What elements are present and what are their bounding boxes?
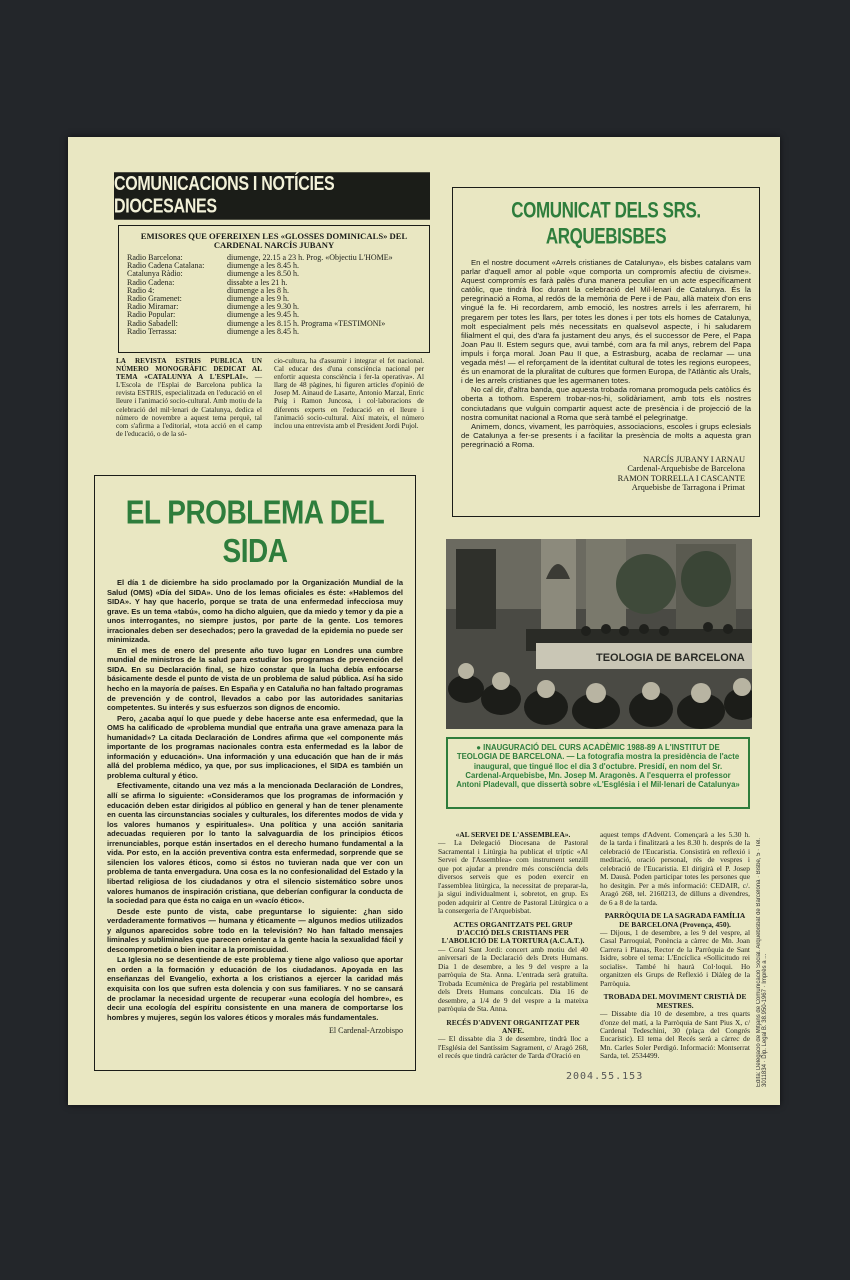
masthead: COMUNICACIONS I NOTÍCIES DIOCESANES — [114, 172, 430, 220]
notice-heading: ACTES ORGANITZATS PEL GRUP D'ACCIÓ DELS CRISTIANS PER L'ABOLICIÓ DE LA TORTURA (A.C.A.T.). — [441, 919, 585, 946]
aids-article-paragraph: Desde este punto de vista, cabe preguntarse lo siguiente: ¿han sido verdaderamente formativos — humana y éticamente — algunos medios utilizados y algunos aparecidos sobre todo en la televisión? No han faltado mensajes liminales y subliminales que parecen orientar a la gente hacia la sexualidad fácil y descomprometida o bien incitar a la promiscuidad. — [107, 906, 403, 954]
station-name: Radio Cadena Catalana: — [127, 261, 205, 271]
estris-column-2 — [274, 357, 424, 430]
notice-heading: TROBADA DEL MOVIMENT CRISTIÀ DE MESTRES. — [603, 992, 747, 1010]
communique-paragraph: No cal dir, d'altra banda, que aquesta trobada romana promoguda pels catòlics és oberta a tothom. Esperem trobar-nos-hi, solidàriament, amb tots els nostres conciutadans que vulguin compartir aquest acte de presència i de projecció de la nostra comunitat nacional a Roma que serà també el pelegrinatge. — [461, 385, 751, 422]
inauguration-photo — [446, 539, 752, 729]
notice-text: — Dissabte dia 10 de desembre, a tres quarts d'onze del matí, a la Parròquia de Sant Pius X, c/ Cardenal Tedeschini, 30 (plaça del Congrés Eucarístic). El tema del Recés serà a càrrec de Mn. Carles Soler Perdigó. Informació: Montserrat Sarda, tel. 2534499. — [600, 1009, 750, 1061]
broadcast-time: diumenge, 22.15 a 23 h. Prog. «Objectiu L'HOME» — [227, 253, 393, 262]
notice-text: aquest temps d'Advent. Començarà a les 5.30 h. de la tarda i finalitzarà a les 8.30 h. després de la celebració de l'Eucaristia. Consistirà en reflexió i meditació, oració personal, rés de vespres i celebració de l'Eucaristia. El dirigirà el P. Josep M. Dausà. Poden participar totes les persones que ho desitgin. Per a més informació: CEDAIR, c/. Aragó 268, tel. 2160213, de dilluns a divendres, de 6 a 8 de la tarda. — [600, 830, 750, 907]
station-name: Radio Barcelona: — [127, 253, 183, 262]
communique-signatures — [461, 455, 751, 493]
notice-text: — El dissabte dia 3 de desembre, tindrà lloc a l'Església del Santíssim Sagrament, c/ Aragó 268, el recés que tindrà caràcter de Tarda d'Oració en — [438, 1034, 588, 1061]
communique-paragraph: En el nostre document «Arrels cristianes de Catalunya», els bisbes catalans vam parlar d'aquell amor al poble «que comporta un compromís afectiu de civisme». Aquest compromís es farà palès d'una manera peculiar en un acte específicament catòlic, que tindrà lloc durant la celebració del Mil·lenari de Catalunya. És la peregrinació a Roma, al redós de la memòria de Pere i de Pau, allà mateix d'on ens vingué la fe. Hi recordarem, amb emoció, les nostres arrels i les aferrarem, hi pregarem per totes les llars, per totes les dones i per tots els homes de Catalunya, molt especialment pels més necessitats en qualsevol aspecte, i hi saludarem filialment el qui, des d'ara fa justament deu anys, és el successor de Pere, el Papa Joan Pau II. Estem segurs que, avui també, com ara fa mil anys, rebrem del Papa impuls i força moral. Joan Pau II que, a Estrasburg, acaba de reclamar — una vegada més! — el reforçament de la identitat cultural de totes les regions europees, és un enamorat de la pluralitat de cultures que formen Europa, de l'Atlàntic als Urals, i de les arrels cristianes que les agermanen totes. — [461, 258, 751, 386]
aids-article-title: EL PROBLEMA DEL SIDA — [125, 493, 385, 570]
archive-number: 2004.55.153 — [566, 1071, 644, 1082]
photo-caption: ● INAUGURACIÓ DEL CURS ACADÈMIC 1988-89 A L'INSTITUT DE TEOLOGIA DE BARCELONA. — La fotografia mostra la presidència de l'acte inaugural, que tingué lloc el dia 3 d'octubre. Presidí, en nom del Sr. Cardenal-Arquebisbe, Mn. Josep M. Aragonès. A l'esquerra el professor Antoni Pladevall, que dissertà sobre «L'Església i el Mil·lenari de Catalunya» — [446, 737, 750, 809]
photo-illustration — [446, 539, 752, 729]
station-name: Radio Terrassa: — [127, 326, 177, 336]
broadcast-time: diumenge a les 8.50 h. — [227, 269, 299, 279]
communique-paragraph: Animem, doncs, vivament, les parròquies, associacions, escoles i grups eclesials de Catalunya a fer-se presents i a facilitar la presència de molts a aquesta gran peregrinació a Roma. — [461, 421, 751, 449]
publisher-imprint: Edita: Delegació de Mitjans de Comunicació Social. Arquebisbat de Barcelona · Bisbe, 5 · Tel. 3011834 · Dip. Legal B. 38.950-1967 · Imprès a ... — [756, 837, 768, 1087]
broadcast-time: diumenge a les 8.45 h. — [227, 261, 299, 271]
communique-body — [461, 258, 751, 449]
signatory-role: Cardenal-Arquebisbe de Barcelona — [627, 464, 745, 474]
aids-article-body — [107, 578, 403, 1022]
aids-article-paragraph: En el mes de enero del presente año tuvo lugar en Londres una cumbre mundial de ministros de la salud para estudiar los programas de prevención del SIDA. En su Declaración final, se hizo constar que la lucha debía enfocarse básicamente desde el punto de vista de un problema de salud pública. Así ha sido hecho en la mayoría de países. En España y en Cataluña no han faltado programas de prevención y de control, llevados a cabo por las autoridades sanitarias competentes. Su interés y sus esfuerzos son dignos de encomio. — [107, 645, 403, 713]
estris-text-1: — L'Escola de l'Esplai de Barcelona publica la revista ESTRIS, especialitzada en l'educació en el lleure i l'animació socio-cultural. Amb motiu de la celebració del mil·lenari de Catalunya, dedica el número de novembre a aquest tema perquè, tal com s'afirma a l'editorial, «tota acció en el camp de l'educació, o de la só- — [116, 373, 262, 438]
broadcast-time: diumenge a les 8.45 h. — [227, 326, 299, 336]
broadcaster-row — [127, 328, 421, 336]
broadcast-time: diumenge a les 8.15 h. Programa «TESTIMONI» — [227, 318, 386, 328]
estris-column-1 — [116, 357, 262, 438]
newspaper-page — [68, 137, 780, 1105]
signatory-name: RAMON TORRELLA I CASCANTE — [617, 473, 745, 483]
notice-text: — La Delegació Diocesana de Pastoral Sacramental i Litúrgia ha publicat el tríptic «Al Servei de l'Assemblea» com instrument senzill que pot ajudar a prendre més consciència dels diversos serveis que es poden exercir en l'assemblea litúrgica, la necessitat de preparar-la, ja sigui individualment i, sobretot, en grup. Es poden adquirir al Centre de Pastoral Litúrgica o a la consergeria de l'Arquebisbat. — [438, 838, 588, 916]
notice-heading: RECÉS D'ADVENT ORGANITZAT PER ANFE. — [446, 1017, 580, 1035]
communique-title: COMUNICAT DELS SRS. ARQUEBISBES — [511, 198, 701, 249]
notice-heading: «AL SERVEI DE L'ASSEMBLEA». — [455, 830, 571, 839]
aids-article-signature: El Cardenal-Arzobispo — [329, 1026, 403, 1036]
broadcasters-box — [118, 225, 430, 353]
notices-column-1 — [438, 831, 588, 1061]
aids-article-paragraph: El día 1 de diciembre ha sido proclamado por la Organización Mundial de la Salud (OMS) «Día del SIDA». Uno de los lemas oficiales es éste: «Hablemos del SIDA». Y hay que hacerlo, porque se trata de una enfermedad infecciosa muy grave. Es un tema «tabú», como ha dicho alguien, que da miedo y temor y da pie a unos interrogantes, no siempre justos, por parte de la gente. Los temores irracionales deben ser desechados; pero la gravedad de la epidemia no puede ser minimizada. — [107, 578, 403, 645]
signatory-role: Arquebisbe de Tarragona i Primat — [631, 483, 745, 493]
station-name: Radio 4: — [127, 285, 155, 295]
broadcast-time: diumenge a les 9.30 h. — [227, 302, 299, 312]
aids-article — [94, 475, 416, 1071]
station-name: Radio Cadena: — [127, 277, 175, 287]
broadcast-time: dissabte a les 21 h. — [227, 277, 288, 287]
broadcasters-list — [127, 254, 421, 336]
estris-text-2: cio-cultura, ha d'assumir i integrar el fet nacional. Cal educar des d'una consciència nacional per enfortir aquesta consciència i fer-la operativa». Al llarg de 48 pàgines, hi figuren articles d'opinió de Josep M. Ainaud de Lasarte, Antonio Marzal, Enric Puig i Ramon Juncosa, i col·laboracions de diferents experts en l'educació en el lleure i l'animació socio-cultural. Així mateix, el número inclou una entrevista amb el President Jordi Pujol. — [274, 357, 424, 430]
station-name: Catalunya Ràdio: — [127, 269, 183, 279]
broadcast-time: diumenge a les 9.45 h. — [227, 310, 299, 320]
broadcast-time: diumenge a les 9 h. — [227, 294, 289, 304]
notice-text: — Dijous, 1 de desembre, a les 9 del vespre, al Casal Parroquial, Ponència a càrrec de Mn. Joan Carrera i Planas, Rector de la Parròquia de Sant Isidre, sobre el tema: L'Encíclica «Sollicitudo rei socialis». També hi haurà Col·loqui. Ho organitzen els Grups de Reflexió i Diàleg de la Parròquia. — [600, 927, 750, 988]
photo-banner-text: TEOLOGIA DE BARCELONA — [596, 652, 745, 664]
station-name: Radio Popular: — [127, 310, 176, 320]
broadcasters-title: EMISORES QUE OFEREIXEN LES «GLOSSES DOMINICALS» DEL CARDENAL NARCÍS JUBANY — [140, 231, 408, 250]
archbishops-communique — [452, 187, 760, 517]
notices-column-2 — [600, 831, 750, 1061]
aids-article-paragraph: La Iglesia no se desentiende de este problema y tiene algo valioso que aportar en orden a la formación y educación de los ciudadanos. Apoyada en las enseñanzas del Evangelio, exhorta a los cristianos a ejercer la caridad más exquisita con los que sufren esta dolencia y con sus familiares. Y no se cansará de proclamar la necesidad urgente de recuperar «una ecología del hombre», es decir una ecología del espíritu consistente en una manera de comportarse los hombres y mujeres, según los valores éticos y morales más fundamentales. — [107, 955, 403, 1022]
station-name: Radio Gramenet: — [127, 294, 182, 304]
notice-text: — Coral Sant Jordi: concert amb motiu del 40 aniversari de la Declaració dels Drets Humans. Dia 1 de desembre, a les 9 del vespre a la parròquia de Sta. Anna. L'entrada serà gratuïta. Trobada Ecumènica de Pregària pel restabliment dels Drets Humans conculcats. Dia 16 de desembre, a 1/4 de 9 del vespre a la mateixa parròquia de Sta. Anna. — [438, 944, 588, 1014]
estris-headline: LA REVISTA ESTRIS PUBLICA UN NÚMERO MONOGRÀFIC DEDICAT AL TEMA «CATALUNYA A L'ESPLAI». — [116, 357, 262, 382]
notice-heading: PARRÒQUIA DE LA SAGRADA FAMÍLIA DE BARCELONA (Provença, 450). — [604, 911, 746, 929]
signatory-name: NARCÍS JUBANY I ARNAU — [643, 454, 745, 464]
aids-article-paragraph: Pero, ¿acaba aquí lo que puede y debe hacerse ante esa enfermedad, que la OMS ha calificado de «problema mundial que entraña una grave amenaza para la humanidad»? La citada Declaración de Londres afirma que «el componente más importante de los programas nacionales contra esta enfermedad es la labor de información y educación». Una información y una educación que han de ir más allá del problema médico, ya que, por sus implicaciones, el SIDA es también un problema cultural y ético. — [107, 713, 403, 780]
aids-article-paragraph: Efectivamente, citando una vez más a la mencionada Declaración de Londres, allí se afirma lo siguiente: «Consideramos que los programas de información y educación deben estar dirigidos al público en general y han de tener plenamente en cuenta las circunstancias sociales y culturales, los diferentes modos de vida y los valores humanos y espirituales». Una política y una acción sanitaria adecuadas requieren por lo tanto la salvaguardia de los principios éticos irrenunciables, porque están insertados en el derecho humano fundamental a la vida. Por esto, en la acción preventiva contra esta enfermedad, sorprende que se silencien los valores éticos, como si éstos no tuvieran nada que ver con un problema de tanta envergadura. Una cosa es la no confesionalidad del Estado y la libertad religiosa de los ciudadanos y otra el silencio sistemático sobre unos valores humanos de inspiración cristiana, que deberían configurar la conducta de la sociedad para que ésta no caiga en un «vacío ético». — [107, 781, 403, 906]
station-name: Radio Sabadell: — [127, 318, 178, 328]
broadcast-time: diumenge a les 8 h. — [227, 285, 289, 295]
station-name: Radio Miramar: — [127, 302, 179, 312]
